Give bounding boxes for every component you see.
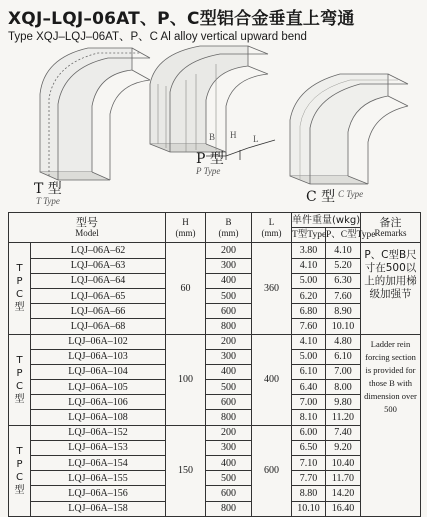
t-weight-cell: 4.10 (292, 334, 326, 349)
series-letter: T (16, 445, 23, 457)
b-cell: 300 (206, 349, 252, 364)
dim-h-label: H (230, 130, 237, 140)
pc-weight-cell: 10.10 (326, 319, 361, 334)
model-cell: LQJ–06A–153 (31, 440, 166, 455)
b-cell: 800 (206, 410, 252, 425)
series-label-cell (9, 425, 31, 516)
series-letter: C (16, 289, 23, 301)
pc-weight-cell: 14.20 (326, 486, 361, 501)
header-weight: 单件重量(wkg) (292, 213, 361, 228)
model-cell: LQJ–06A–64 (31, 273, 166, 288)
b-cell: 200 (206, 243, 252, 258)
t-weight-cell: 6.00 (292, 425, 326, 440)
model-cell: LQJ–06A–103 (31, 349, 166, 364)
t-weight-cell: 10.10 (292, 501, 326, 516)
t-weight-cell: 6.80 (292, 304, 326, 319)
pc-weight-cell: 8.00 (326, 380, 361, 395)
t-weight-cell: 6.50 (292, 440, 326, 455)
t-type-en: T Type (36, 196, 60, 206)
pc-weight-cell: 9.20 (326, 440, 361, 455)
series-letter: P (16, 276, 23, 288)
model-cell: LQJ–06A–104 (31, 364, 166, 379)
series-letter: 型 (14, 484, 25, 496)
model-cell: LQJ–06A–106 (31, 395, 166, 410)
t-weight-cell: 3.80 (292, 243, 326, 258)
h-cell: 60 (166, 243, 206, 334)
pc-weight-cell: 6.30 (326, 273, 361, 288)
table-row (9, 456, 421, 471)
table-row (9, 319, 421, 334)
page-subtitle: Type XQJ–LQJ–06AT、P、C Al alloy vertical upward bend (8, 31, 307, 43)
b-cell: 300 (206, 258, 252, 273)
b-cell: 400 (206, 364, 252, 379)
b-cell: 500 (206, 380, 252, 395)
h-cell: 150 (166, 425, 206, 516)
table-row (9, 243, 421, 258)
t-weight-cell: 4.10 (292, 258, 326, 273)
pc-weight-cell: 7.40 (326, 425, 361, 440)
model-cell: LQJ–06A–102 (31, 334, 166, 349)
page-title: XQJ–LQJ–06AT、P、C型铝合金垂直上弯通 (8, 9, 355, 29)
l-cell: 400 (252, 334, 292, 425)
dim-l-label: L (253, 134, 259, 144)
dim-b-label: B (209, 132, 216, 142)
table-row (9, 410, 421, 425)
b-cell: 400 (206, 273, 252, 288)
series-letter: 型 (14, 393, 25, 405)
pc-weight-cell: 4.10 (326, 243, 361, 258)
remark-en-cell: Ladder rein forcing section is provided for those B with dimension over 500 (361, 334, 421, 516)
table-row (9, 273, 421, 288)
b-cell: 500 (206, 471, 252, 486)
series-label-cell (9, 243, 31, 334)
table-row (9, 304, 421, 319)
header-model: 型号 Model (9, 213, 166, 243)
t-weight-cell: 8.10 (292, 410, 326, 425)
header-l: L (mm) (252, 213, 292, 243)
model-cell: LQJ–06A–152 (31, 425, 166, 440)
t-weight-cell: 7.10 (292, 456, 326, 471)
pc-weight-cell: 7.60 (326, 288, 361, 303)
model-cell: LQJ–06A–66 (31, 304, 166, 319)
h-cell: 100 (166, 334, 206, 425)
t-weight-cell: 7.60 (292, 319, 326, 334)
b-cell: 600 (206, 486, 252, 501)
series-letter: 型 (14, 302, 25, 314)
b-cell: 300 (206, 440, 252, 455)
model-cell: LQJ–06A–65 (31, 288, 166, 303)
b-cell: 600 (206, 395, 252, 410)
b-cell: 800 (206, 501, 252, 516)
model-cell: LQJ–06A–158 (31, 501, 166, 516)
model-cell: LQJ–06A–155 (31, 471, 166, 486)
t-weight-cell: 6.20 (292, 288, 326, 303)
series-letter: P (16, 458, 23, 470)
remark-cn-cell: P、C型B尺寸在500以上的加用梯级加强节 (361, 243, 421, 334)
series-label-cell (9, 334, 31, 425)
pc-weight-cell: 5.20 (326, 258, 361, 273)
pc-weight-cell: 16.40 (326, 501, 361, 516)
b-cell: 400 (206, 456, 252, 471)
b-cell: 500 (206, 288, 252, 303)
series-letter: P (16, 367, 23, 379)
header-h: H (mm) (166, 213, 206, 243)
b-cell: 200 (206, 334, 252, 349)
b-cell: 200 (206, 425, 252, 440)
pc-weight-cell: 4.80 (326, 334, 361, 349)
t-weight-cell: 6.10 (292, 364, 326, 379)
table-row (9, 395, 421, 410)
series-letter: T (16, 263, 23, 275)
series-letter: C (16, 471, 23, 483)
pc-weight-cell: 11.20 (326, 410, 361, 425)
t-type-label: T 型 (34, 181, 62, 197)
table-row (9, 471, 421, 486)
pc-weight-cell: 11.70 (326, 471, 361, 486)
b-cell: 600 (206, 304, 252, 319)
model-cell: LQJ–06A–156 (31, 486, 166, 501)
series-letter: T (16, 354, 23, 366)
t-weight-cell: 6.40 (292, 380, 326, 395)
series-letter: C (16, 380, 23, 392)
table-row (9, 501, 421, 516)
product-illustration (0, 44, 427, 212)
p-type-en: P Type (196, 166, 221, 176)
pc-weight-cell: 7.00 (326, 364, 361, 379)
table-row (9, 486, 421, 501)
model-cell: LQJ–06A–68 (31, 319, 166, 334)
header-t-type: T型Type (292, 228, 326, 243)
c-type-drawing (290, 74, 408, 184)
model-cell: LQJ–06A–105 (31, 380, 166, 395)
pc-weight-cell: 10.40 (326, 456, 361, 471)
pc-weight-cell: 6.10 (326, 349, 361, 364)
table-row (9, 258, 421, 273)
t-weight-cell: 5.00 (292, 273, 326, 288)
table-row (9, 334, 421, 349)
table-header-row (9, 213, 421, 228)
table-row (9, 440, 421, 455)
c-type-label: C 型 (306, 189, 336, 205)
model-cell: LQJ–06A–62 (31, 243, 166, 258)
t-weight-cell: 7.70 (292, 471, 326, 486)
b-cell: 800 (206, 319, 252, 334)
table-body (9, 243, 421, 516)
table-row (9, 425, 421, 440)
header-b: B (mm) (206, 213, 252, 243)
l-cell: 600 (252, 425, 292, 516)
pc-weight-cell: 9.80 (326, 395, 361, 410)
t-weight-cell: 7.00 (292, 395, 326, 410)
table-row (9, 364, 421, 379)
t-type-drawing (40, 48, 150, 180)
table-row (9, 380, 421, 395)
model-cell: LQJ–06A–154 (31, 456, 166, 471)
t-weight-cell: 8.80 (292, 486, 326, 501)
p-type-label: P 型 (196, 151, 224, 167)
header-remarks: 备注 Remarks (361, 213, 421, 243)
l-cell: 360 (252, 243, 292, 334)
table-row (9, 288, 421, 303)
model-cell: LQJ–06A–108 (31, 410, 166, 425)
t-weight-cell: 5.00 (292, 349, 326, 364)
header-pc-type: P、C型Type (326, 228, 361, 243)
c-type-en: C Type (338, 189, 364, 199)
bend-drawings (0, 44, 427, 212)
pc-weight-cell: 8.90 (326, 304, 361, 319)
table-row (9, 349, 421, 364)
spec-table (8, 212, 421, 517)
model-cell: LQJ–06A–63 (31, 258, 166, 273)
